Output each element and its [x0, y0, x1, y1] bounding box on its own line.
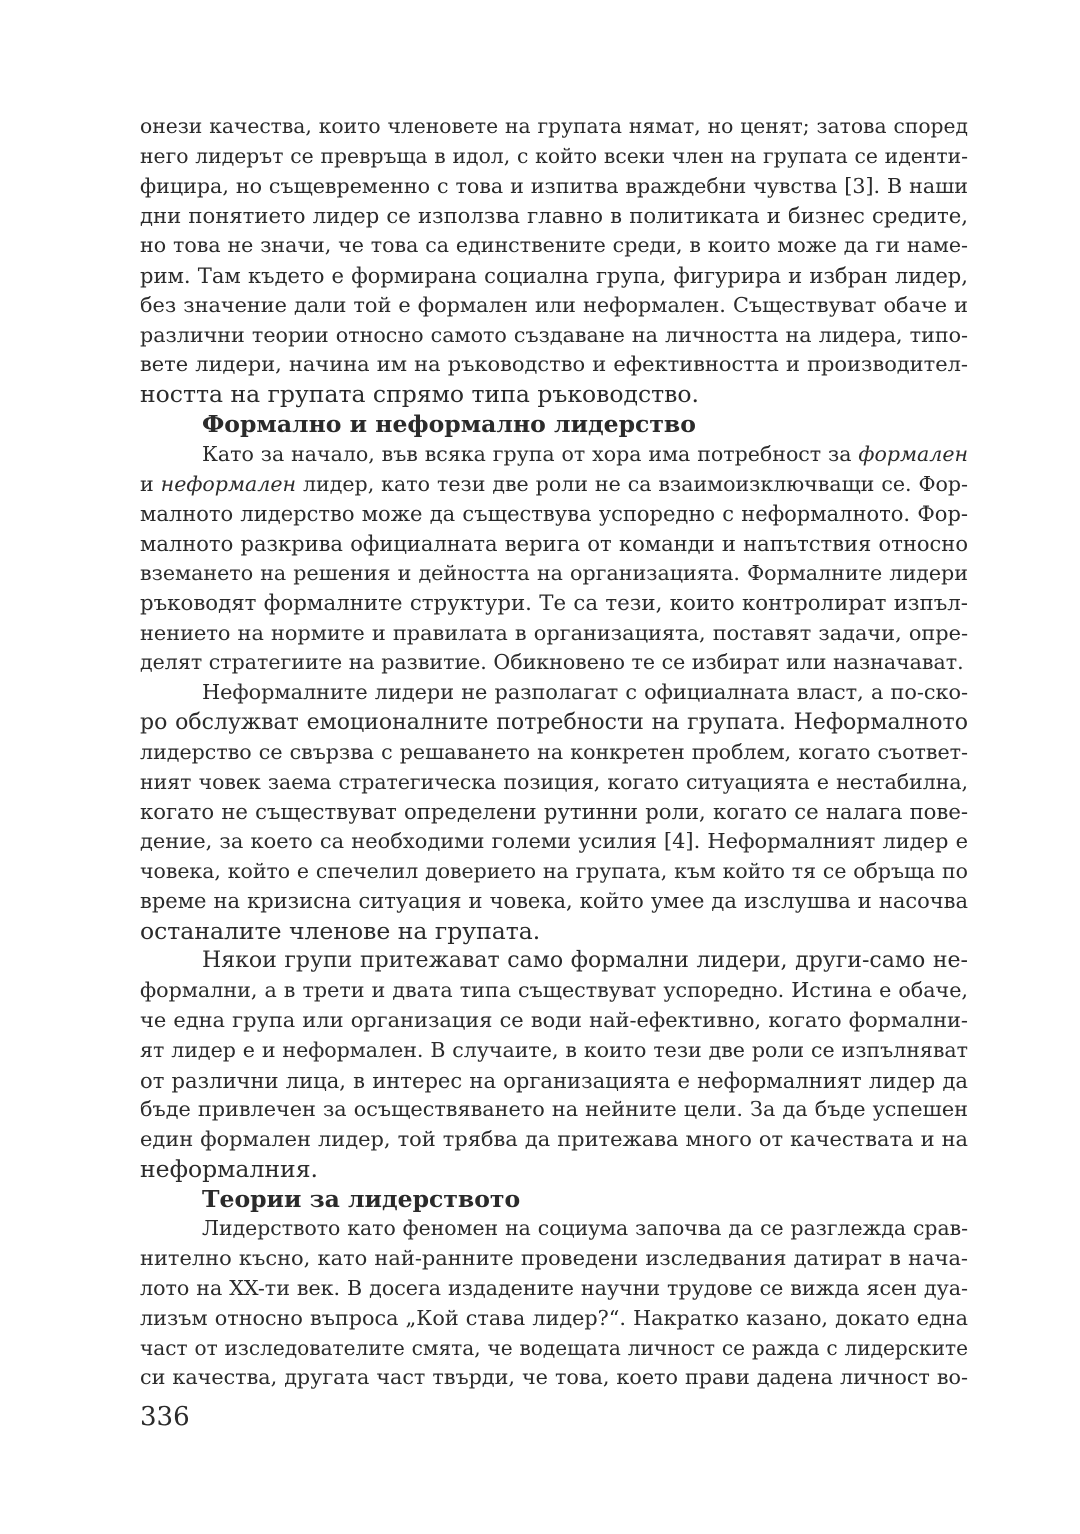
- text-line: ръководят формалните структури. Те са тези, които контролират изпъл-: [140, 590, 968, 616]
- text-segment: лидер, като тези две роли не са взаимоизключващи се. Фор-: [296, 471, 968, 496]
- text-line: Неформалните лидери не разполагат с официалната власт, а по-ско-: [202, 680, 968, 705]
- text-line: вземането на решения и дейността на организацията. Формалните лидери: [140, 560, 968, 585]
- text-line: че една група или организация се води най-ефективно, когато формални-: [140, 1007, 968, 1032]
- text-line: ността на групата спрямо типа ръководство.: [140, 380, 700, 409]
- text-line: човека, който е спечелил доверието на групата, към който тя се обръща по: [140, 858, 968, 883]
- text-line: малното лидерство може да съществува успоредно с неформалното. Фор-: [140, 501, 968, 527]
- text-line: дни понятието лидер се използва главно в политиката и бизнес средите,: [140, 203, 968, 229]
- text-line: бъде привлечен за осъществяването на нейните цели. За да бъде успешен: [140, 1097, 968, 1122]
- text-segment: и: [140, 471, 161, 496]
- text-line: един формален лидер, той трябва да притежава много от качествата и на: [140, 1127, 968, 1152]
- text-line: малното разкрива официалната верига от команди и напътствия относно: [140, 531, 968, 557]
- text-line: онези качества, които членовете на групата нямат, но ценят; затова според: [140, 114, 968, 138]
- text-line: но това не значи, че това са единствените среди, в които може да ги наме-: [140, 233, 968, 258]
- italic-term: неформален: [160, 471, 297, 496]
- text-line: ят лидер е и неформален. В случаите, в които тези две роли се изпълняват: [140, 1037, 968, 1062]
- text-line: лидерство се свързва с решаването на конкретен проблем, когато съответ-: [140, 739, 968, 764]
- text-line: ро обслужват емоционалните потребности на групата. Неформалното: [140, 709, 968, 735]
- text-line: вете лидери, начина им на ръководство и ефективността и производител-: [140, 352, 968, 377]
- text-line: от различни лица, в интерес на организацията е неформалният лидер да: [140, 1067, 968, 1093]
- text-line: рим. Там където е формирана социална група, фигурира и избран лидер,: [140, 262, 968, 288]
- text-line: без значение дали той е формален или неформален. Съществуват обаче и: [140, 292, 968, 317]
- text-line: фицира, но същевременно с това и изпитва враждебни чувства [3]. В наши: [140, 173, 968, 198]
- text-line: лото на XX-ти век. В досега издадените научни трудове се вижда ясен дуа-: [140, 1276, 968, 1301]
- text-line: време на кризисна ситуация и човека, който умее да изслушва и насочва: [140, 888, 968, 913]
- text-line: различни теории относно самото създаване на личността на лидера, типо-: [140, 322, 968, 347]
- text-line: част от изследователите смята, че водещата личност се ражда с лидерските: [140, 1335, 968, 1360]
- text-line: нението на нормите и правилата в организацията, поставят задачи, опре-: [140, 620, 968, 645]
- text-line: лизъм относно въпроса „Кой става лидер?“. Накратко казано, докато една: [140, 1305, 968, 1330]
- text-line: делят стратегиите на развитие. Обикновено те се избират или назначават.: [140, 650, 964, 675]
- text-line: Някои групи притежават само формални лидери, други-само не-: [202, 948, 968, 974]
- text-line: си качества, другата част твърди, че това, което прави дадена личност во-: [140, 1365, 968, 1390]
- text-segment: Като за начало, във всяка група от хора има потребност за: [202, 441, 859, 466]
- text-line: останалите членове на групата.: [140, 916, 541, 945]
- text-line: нително късно, като най-ранните проведени изследвания датират в нача-: [140, 1246, 968, 1271]
- text-line: когато не съществуват определени рутинни роли, когато се налага пове-: [140, 799, 968, 825]
- section-heading: Формално и неформално лидерство: [202, 409, 696, 438]
- text-line: формални, а в трети и двата типа съществуват успоредно. Истина е обаче,: [140, 978, 968, 1003]
- text-line: него лидерът се превръща в идол, с който всеки член на групата се иденти-: [140, 143, 968, 168]
- text-line: неформалния.: [140, 1154, 318, 1183]
- italic-term: формален: [858, 441, 968, 466]
- text-line: дение, за което са необходими големи усилия [4]. Неформалният лидер е: [140, 829, 968, 854]
- section-heading: Теории за лидерството: [202, 1184, 521, 1213]
- text-line: ният човек заема стратегическа позиция, когато ситуацията е нестабилна,: [140, 769, 968, 794]
- page-number: 336: [140, 1402, 190, 1432]
- text-line: [140, 470, 968, 500]
- page-body: [140, 112, 968, 1393]
- text-line: Лидерството като феномен на социума започва да се разглежда срав-: [202, 1216, 968, 1241]
- text-line: [140, 440, 968, 470]
